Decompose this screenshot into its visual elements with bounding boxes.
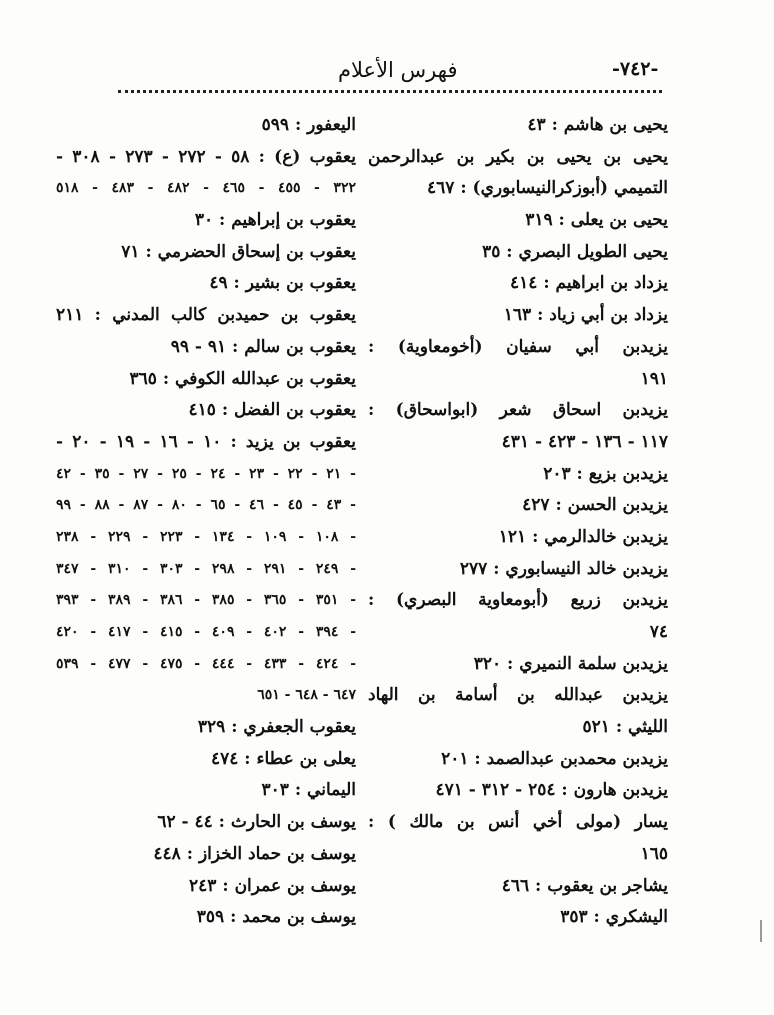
index-entry: يعقوب (ع) : ٥٨ - ٢٧٢ - ٢٧٣ - ٣٠٨ - [56,146,356,167]
page-number: -٧٤٢- [612,58,659,80]
index-entry: يحيى الطويل البصري : ٣٥ [482,241,668,262]
index-entry: يزداد بن ابراهيم : ٤١٤ [510,273,668,294]
index-entry: ٧٤ [649,622,668,642]
index-entry: ٦٤٧ - ٦٤٨ - ٦٥١ [257,687,356,704]
index-entry: يعلى بن عطاء : ٤٧٤ [210,748,356,769]
index-entry: اليعفور : ٥٩٩ [261,115,356,135]
index-entry: يزيدبن اسحاق شعر (ابواسحاق) : [368,400,668,421]
dotted-divider [118,90,662,93]
index-entry: ٢٤٩ - ٢٩١ - ٢٩٨ - ٣٠٣ - ٣١٠ - ٣٤٧ - [56,560,357,577]
index-entry: يحيى بن يعلى : ٣١٩ [525,210,668,231]
index-entry: يزيدبن عبدالله بن أسامة بن الهاد [368,685,668,706]
index-entry: يشاجر بن يعقوب : ٤٦٦ [501,875,668,896]
index-entry: الليثي : ٥٢١ [582,717,668,738]
index-entry: يعقوب بن سالم : ٩١ - ٩٩ [170,336,356,357]
index-entry: يزداد بن أبي زياد : ١٦٣ [503,305,668,326]
index-entry: يعقوب بن بشير : ٤٩ [209,273,356,294]
index-entry: ١٩١ [640,368,668,389]
index-entry: ٣٩٤ - ٤٠٢ - ٤٠٩ - ٤١٥ - ٤١٧ - ٤٢٠ - [56,624,357,640]
index-entry: ٤٣ - ٤٥ - ٤٦ - ٦٥ - ٨٠ - ٨٧ - ٨٨ - ٩٩ - [56,497,356,514]
index-entry: يزيدبن محمدبن عبدالصمد : ٢٠١ [441,748,668,769]
index-entry: التميمي (أبوزكرالنيسابوري) : ٤٦٧ [427,178,668,199]
index-entry: يوسف بن محمد : ٣٥٩ [196,907,356,928]
index-entry: ١١٧ - ١٣٦ - ٤٢٣ - ٤٣١ [501,431,668,452]
index-entry: اليماني : ٣٠٣ [261,780,356,801]
index-entry: يوسف بن الحارث : ٤٤ - ٦٢ [157,812,356,833]
index-entry: يزيدبن خالدالرمي : ١٢١ [498,526,668,547]
index-entry: يزيدبن هارون : ٢٥٤ - ٣١٢ - ٤٧١ [435,780,668,801]
index-entry: يعقوب بن حميدبن كالب المدني : ٢١١ [56,305,356,326]
index-entry: ٢١ - ٢٢ - ٢٣ - ٢٤ - ٢٥ - ٢٧ - ٣٥ - ٤٢ - [56,465,356,482]
left-index-column [56,110,356,934]
index-entry: يعقوب بن يزيد : ١٠ - ١٦ - ١٩ - ٢٠ - [56,431,356,452]
index-entry: يحيى بن هاشم : ٤٣ [527,115,668,135]
index-entry: يحيى بن يحيى بن بكير بن عبدالرحمن [368,146,668,167]
index-entry: يعقوب بن عبدالله الكوفي : ٣٦٥ [129,368,356,389]
index-entry: اليشكري : ٣٥٣ [560,907,668,928]
index-entry: يزيدبن الحسن : ٤٢٧ [522,495,668,516]
index-entry: يسار (مولى أخي أنس بن مالك ) : [368,812,668,833]
index-entry: يوسف بن عمران : ٢٤٣ [189,875,356,896]
index-entry: ١٦٥ [640,843,668,864]
index-entry: يعقوب بن إسحاق الحضرمي : ٧١ [121,241,356,262]
index-entry: ٣٢٢ - ٤٥٥ - ٤٦٥ - ٤٨٢ - ٤٨٣ - ٥١٨ [56,180,356,197]
index-entry: ٤٢٤ - ٤٣٣ - ٤٤٤ - ٤٧٥ - ٤٧٧ - ٥٣٩ - [56,655,357,672]
index-entry: ٣٥١ - ٣٦٥ - ٣٨٥ - ٣٨٦ - ٣٨٩ - ٣٩٣ - [56,592,357,609]
index-entry: يزيدبن بزيع : ٢٠٣ [543,463,668,484]
index-entry: يزيدبن سلمة النميري : ٣٢٠ [473,653,668,674]
scan-artifact-mark [760,920,762,942]
running-title: فهرس الأعلام [338,58,458,82]
index-entry: يزيدبن أبي سفيان (أخومعاوية) : [368,336,668,357]
index-entry: يوسف بن حماد الخزاز : ٤٤٨ [153,843,356,864]
index-entry: يزيدبن زريع (أبومعاوية البصري) : [368,590,668,611]
index-entry: يعقوب الجعفري : ٣٢٩ [197,717,356,738]
index-entry: يعقوب بن إبراهيم : ٣٠ [194,210,356,231]
index-entry: يعقوب بن الفضل : ٤١٥ [188,400,356,421]
index-entry: ١٠٨ - ١٠٩ - ١٣٤ - ٢٢٣ - ٢٢٩ - ٢٣٨ - [56,528,357,545]
right-index-column [368,110,668,934]
index-entry: يزيدبن خالد النيسابوري : ٢٧٧ [459,558,668,579]
